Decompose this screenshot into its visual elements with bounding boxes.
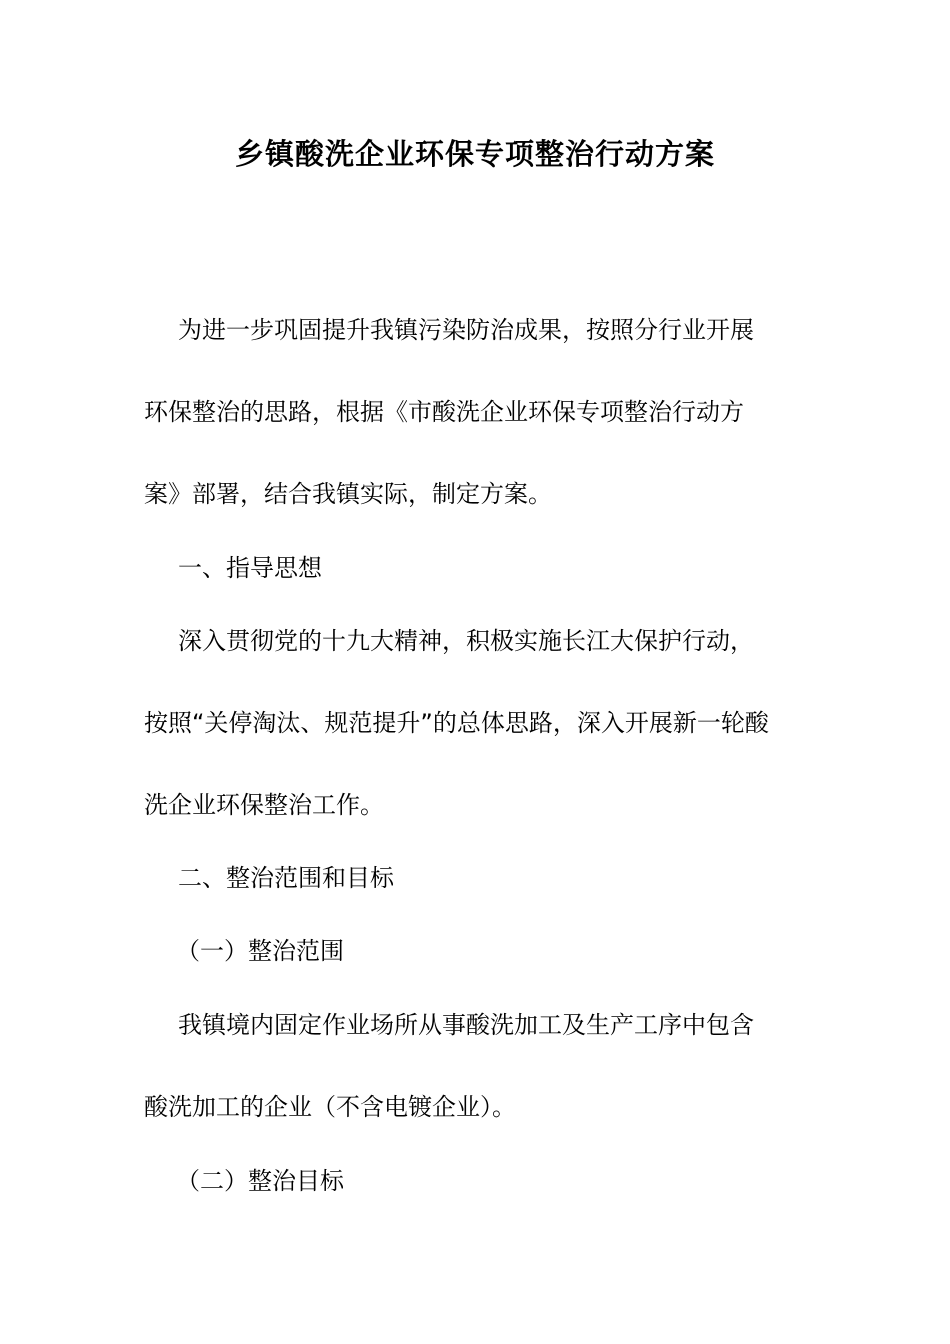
ideology-paragraph-line-2: 按照“关停淘汰、规范提升”的总体思路，深入开展新一轮酸 [144,709,769,737]
scope-paragraph-line-1: 我镇境内固定作业场所从事酸洗加工及生产工序中包含 [178,1011,754,1039]
section-heading-guiding-ideology: 一、指导思想 [178,554,322,582]
subsection-heading-scope: （一）整治范围 [176,937,344,965]
intro-paragraph-line-3: 案》部署，结合我镇实际，制定方案。 [144,480,552,508]
intro-paragraph-line-2: 环保整治的思路，根据《市酸洗企业环保专项整治行动方 [144,398,744,426]
intro-paragraph-line-1: 为进一步巩固提升我镇污染防治成果，按照分行业开展 [178,316,754,344]
subsection-heading-goals: （二）整治目标 [176,1167,344,1195]
ideology-paragraph-line-1: 深入贯彻党的十九大精神，积极实施长江大保护行动， [178,627,754,655]
scope-paragraph-line-2: 酸洗加工的企业（不含电镀企业）。 [144,1093,516,1121]
ideology-paragraph-line-3: 洗企业环保整治工作。 [144,791,384,819]
section-heading-scope-and-goals: 二、整治范围和目标 [178,864,394,892]
document-title: 乡镇酸洗企业环保专项整治行动方案 [234,137,715,171]
